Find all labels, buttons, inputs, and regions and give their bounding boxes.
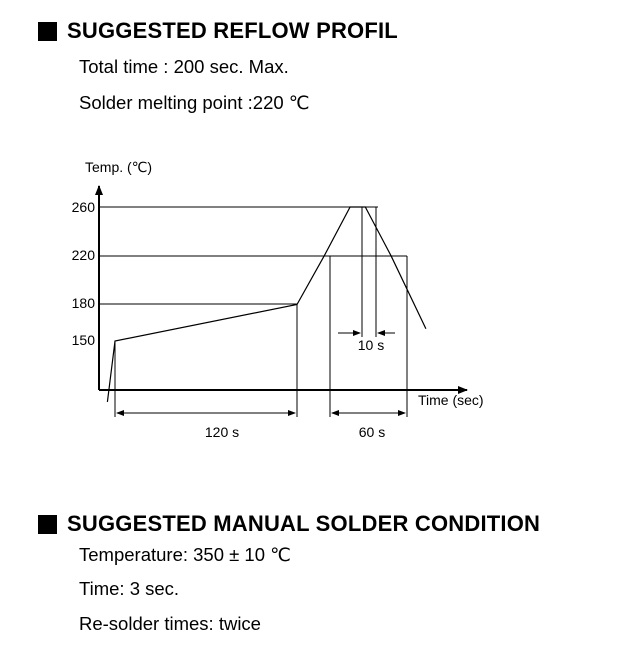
square-bullet-icon <box>38 515 57 534</box>
manual-heading <box>38 511 540 537</box>
manual-heading-text: SUGGESTED MANUAL SOLDER CONDITION <box>67 511 541 536</box>
x-axis-label: Time (sec) <box>418 392 484 408</box>
y-tick-260: 260 <box>71 199 95 215</box>
manual-resolder-times: Re-solder times: twice <box>79 613 261 634</box>
dimension-60s-label: 60 s <box>358 424 386 440</box>
manual-temperature: Temperature: 350 ± 10 ℃ <box>79 544 291 565</box>
reflow-heading-text: SUGGESTED REFLOW PROFIL <box>67 18 398 43</box>
y-tick-220: 220 <box>71 247 95 263</box>
reflow-melting-point: Solder melting point :220 ℃ <box>79 92 310 113</box>
y-axis-label: Temp. (℃) <box>85 159 153 175</box>
y-tick-180: 180 <box>71 295 95 311</box>
dimension-10s-label: 10 s <box>357 337 385 353</box>
reflow-total-time: Total time : 200 sec. Max. <box>79 56 289 77</box>
y-tick-150: 150 <box>71 332 95 348</box>
dimension-120s-label: 120 s <box>204 424 240 440</box>
manual-time: Time: 3 sec. <box>79 578 180 599</box>
